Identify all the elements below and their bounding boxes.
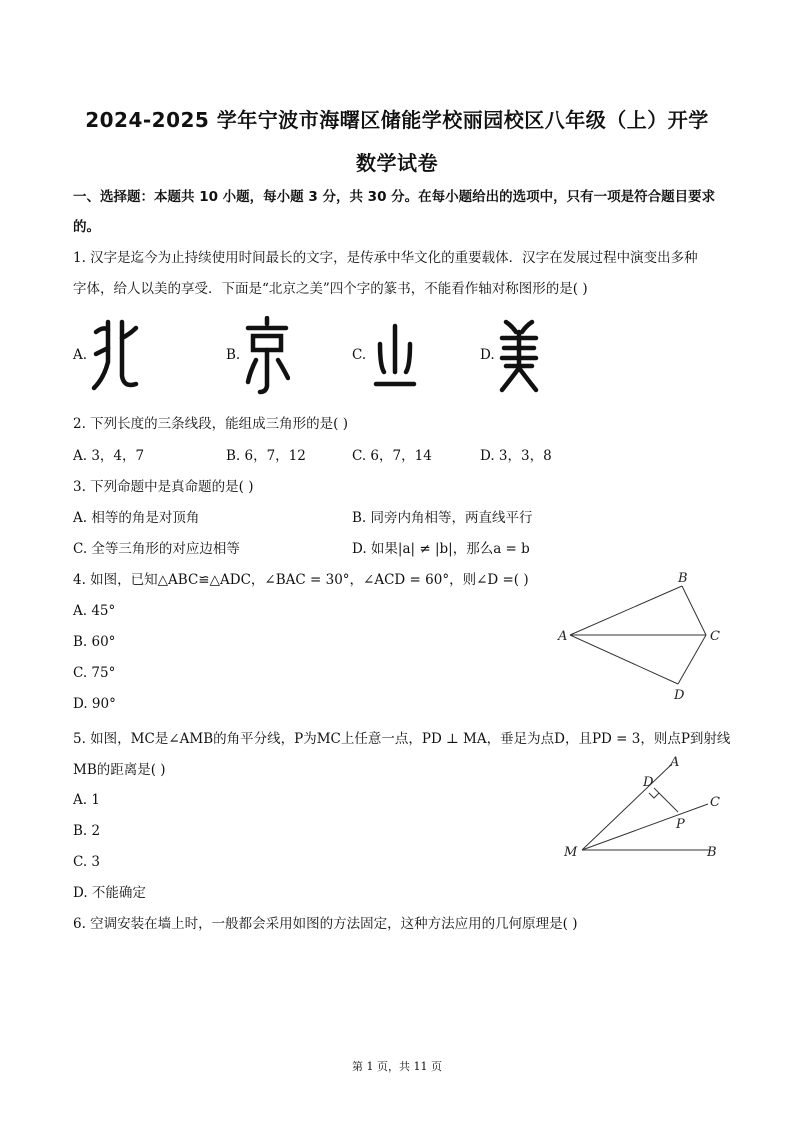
- q5-option-c: C. 3: [73, 854, 101, 870]
- q5-option-b: B. 2: [73, 823, 101, 839]
- q3-option-a: A. 相等的角是对顶角: [73, 510, 200, 526]
- section-heading: 一、选择题：本题共 10 小题，每小题 3 分，共 30 分。在每小题给出的选项中，只有一项是符合题目要求: [73, 189, 716, 205]
- q1-option-c-label: C.: [352, 347, 367, 363]
- q4-segment-ab: [570, 586, 682, 635]
- q3-option-b: B. 同旁内角相等，两直线平行: [352, 510, 533, 526]
- section-heading-cont: 的。: [73, 219, 100, 235]
- q4-segment-bc: [682, 586, 706, 635]
- q5-label-p: P: [676, 817, 685, 832]
- q5-angle-bisector-figure: [556, 752, 736, 864]
- question-5-stem: 5. 如图，MC是∠AMB的角平分线，P为MC上任意一点，PD ⊥ MA，垂足为点D，且PD = 3，则点P到射线: [73, 731, 731, 747]
- q4-option-a: A. 45°: [73, 603, 116, 619]
- page-footer: 第 1 页，共 11 页: [352, 1060, 442, 1073]
- exam-title-line-2: 数学试卷: [356, 151, 438, 175]
- q5-label-m: M: [564, 845, 578, 860]
- q5-ray-mc: [582, 804, 708, 850]
- question-5-stem-cont: MB的距离是( ): [73, 762, 166, 778]
- q3-option-c: C. 全等三角形的对应边相等: [73, 541, 240, 557]
- q5-label-a: A: [670, 755, 680, 770]
- q4-label-a: A: [558, 629, 568, 644]
- q5-label-c: C: [710, 795, 720, 810]
- seal-glyph-zhi: [372, 322, 418, 392]
- q5-right-angle-mark: [649, 793, 659, 798]
- q4-option-c: C. 75°: [73, 665, 116, 681]
- q5-label-b: B: [707, 845, 717, 860]
- q2-option-d: D. 3，3，8: [480, 448, 552, 464]
- q4-option-d: D. 90°: [73, 696, 116, 712]
- q1-option-a-label: A.: [73, 347, 88, 363]
- q4-segment-ad: [570, 635, 678, 684]
- question-3-stem: 3. 下列命题中是真命题的是( ): [73, 479, 254, 495]
- q4-label-c: C: [710, 629, 720, 644]
- seal-glyph-jing: [244, 316, 290, 396]
- q4-option-b: B. 60°: [73, 634, 116, 650]
- question-6-stem: 6. 空调安装在墙上时，一般都会采用如图的方法固定，这种方法应用的几何原理是( ): [73, 916, 578, 932]
- q5-label-d: D: [643, 775, 654, 790]
- q2-option-b: B. 6，7，12: [226, 448, 306, 464]
- exam-title-line-1: 2024-2025 学年宁波市海曙区储能学校丽园校区八年级（上）开学: [85, 108, 709, 132]
- q5-ray-ma: [582, 764, 672, 850]
- q4-label-d: D: [674, 688, 685, 703]
- question-1-stem: 1. 汉字是迄今为止持续使用时间最长的文字，是传承中华文化的重要载体．汉字在发展过程中演变出多种: [73, 250, 698, 266]
- q5-segment-pd: [654, 788, 678, 812]
- q3-option-d: D. 如果|a| ≠ |b|，那么a = b: [352, 541, 530, 557]
- q5-option-d: D. 不能确定: [73, 885, 146, 901]
- q2-option-c: C. 6，7，14: [352, 448, 432, 464]
- question-1-stem-cont: 字体，给人以美的享受．下面是“北京之美”四个字的篆书，不能看作轴对称图形的是( ): [73, 281, 588, 297]
- q4-quadrilateral-figure: [550, 566, 730, 706]
- q1-option-d-label: D.: [480, 347, 495, 363]
- question-2-stem: 2. 下列长度的三条线段，能组成三角形的是( ): [73, 416, 348, 432]
- seal-glyph-bei: [90, 318, 140, 394]
- seal-glyph-mei: [496, 318, 542, 394]
- q1-option-b-label: B.: [226, 347, 241, 363]
- q2-option-a: A. 3，4，7: [73, 448, 145, 464]
- q4-segment-dc: [678, 635, 706, 684]
- q5-option-a: A. 1: [73, 792, 100, 808]
- question-4-stem: 4. 如图，已知△ABC≌△ADC，∠BAC = 30°，∠ACD = 60°，则∠D =( ): [73, 572, 529, 588]
- q4-label-b: B: [678, 571, 688, 586]
